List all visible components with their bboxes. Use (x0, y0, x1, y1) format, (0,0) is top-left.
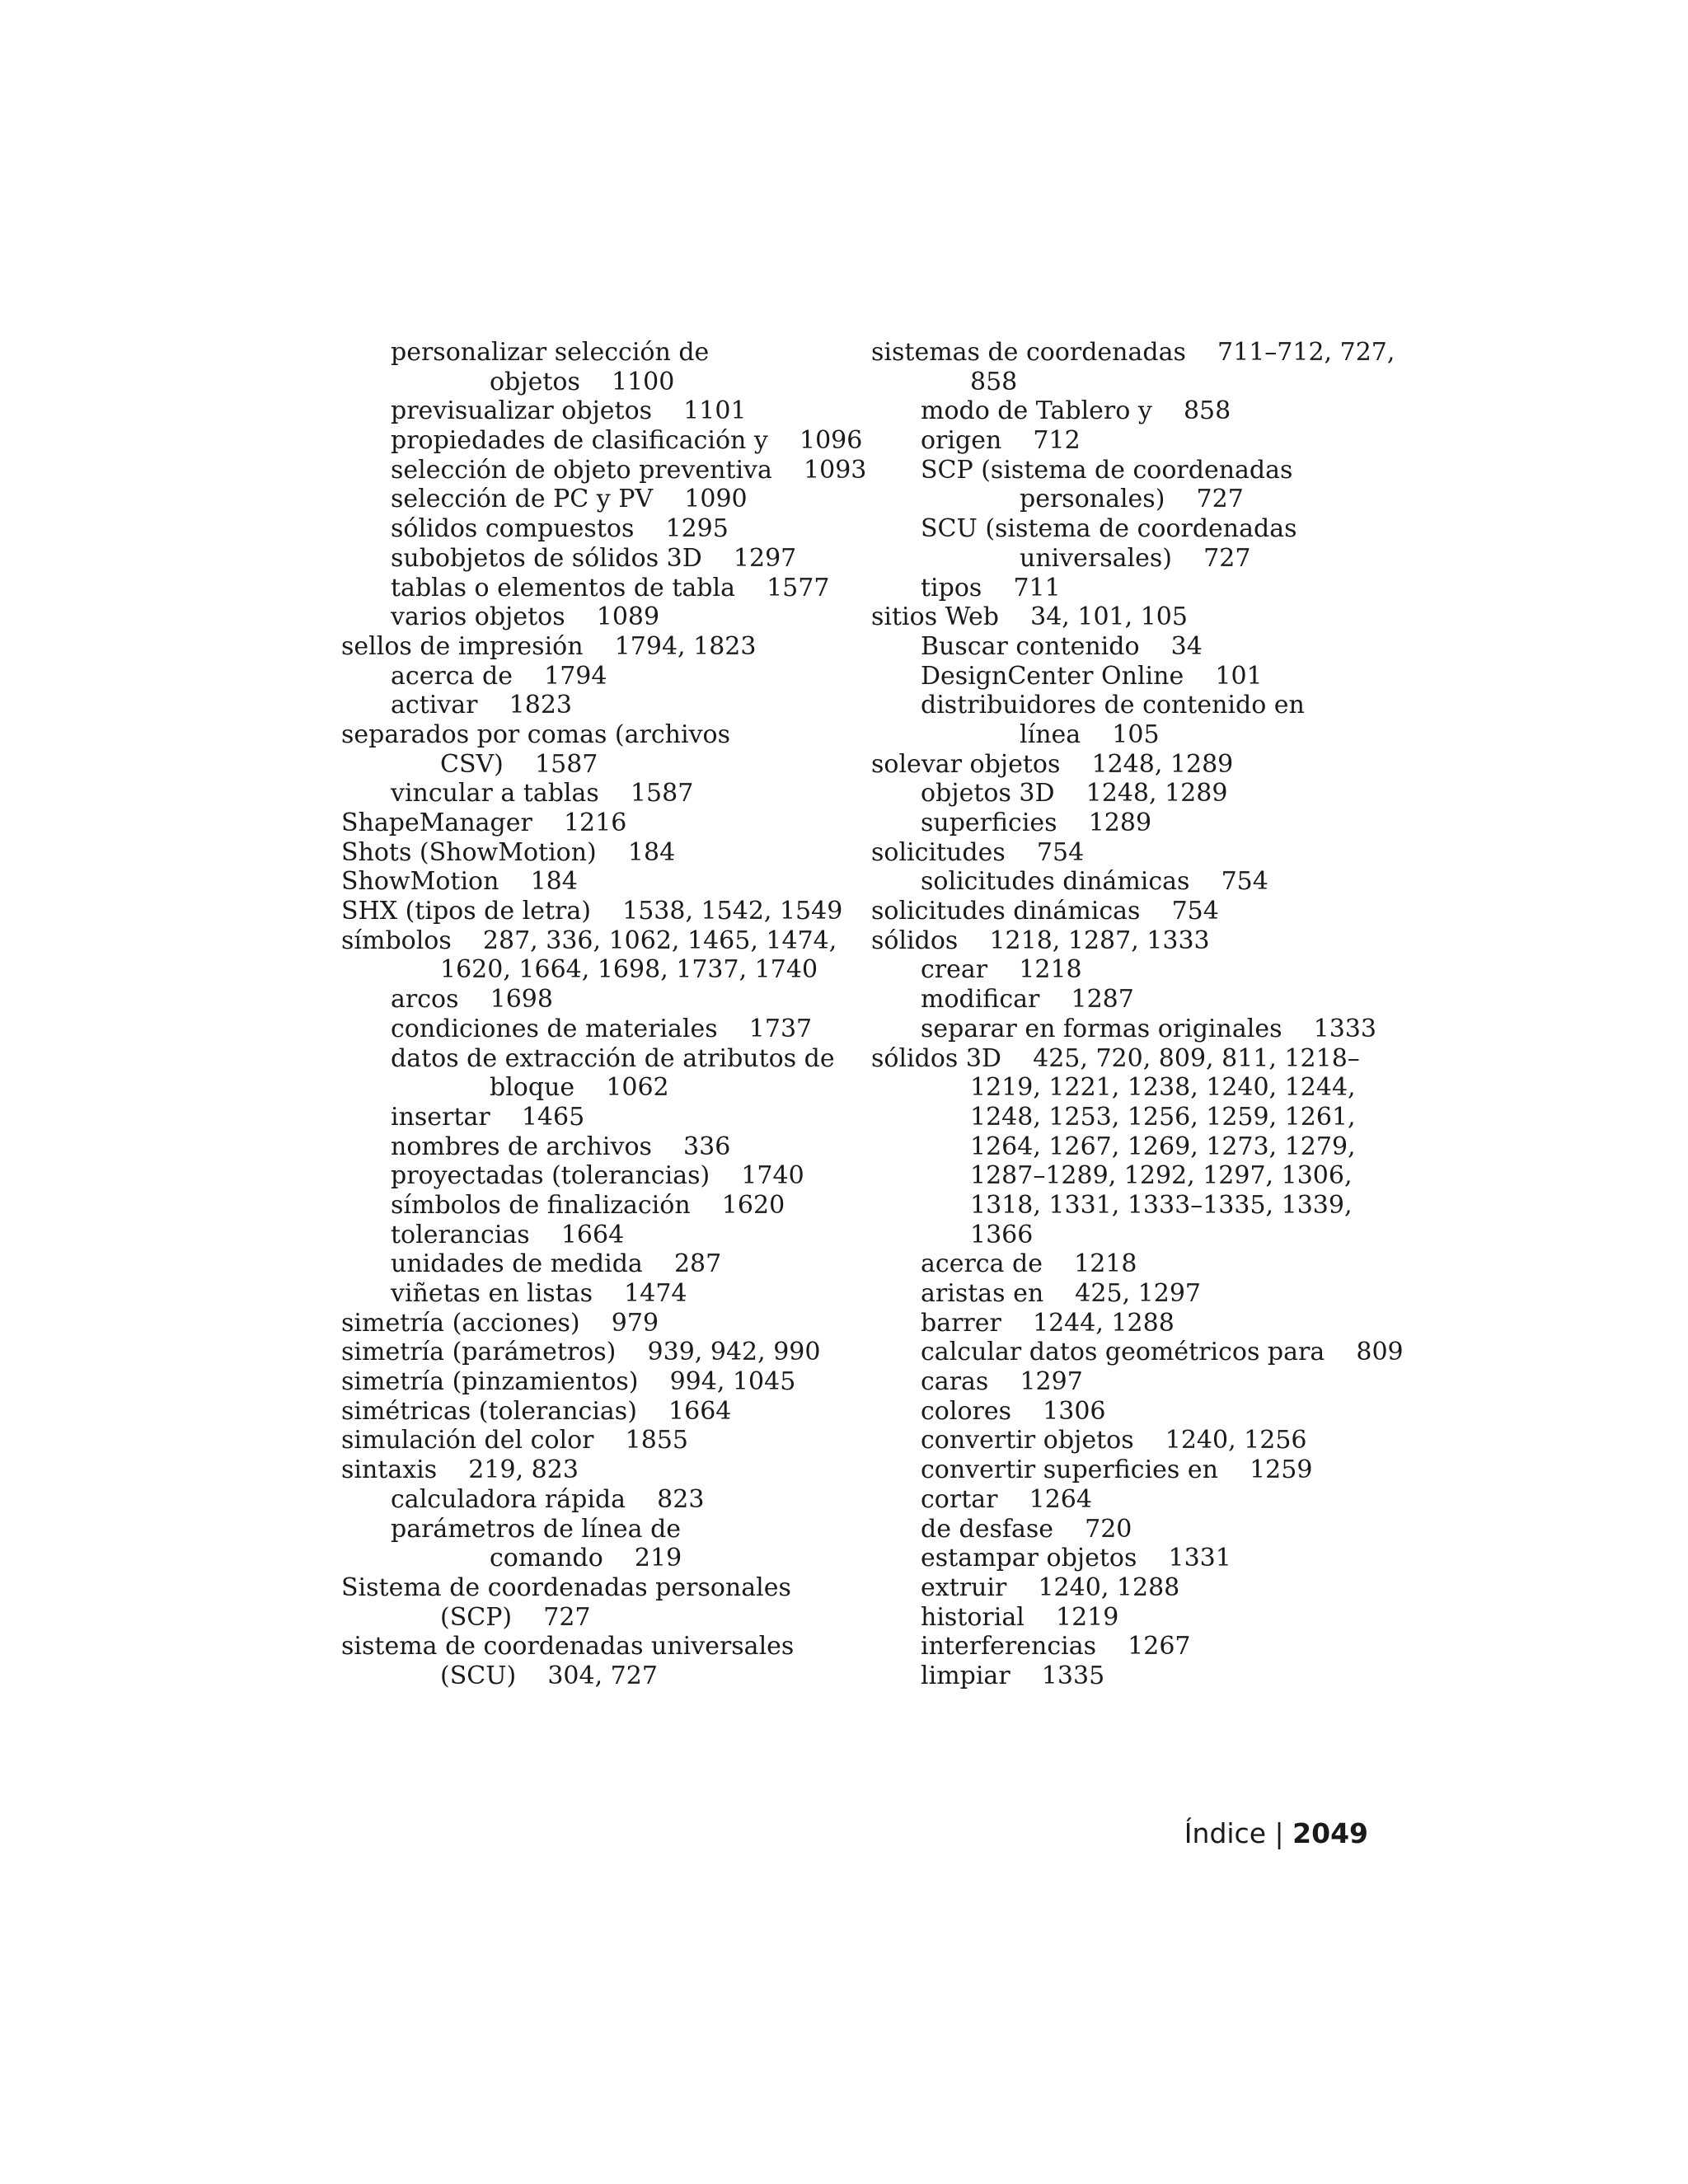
index-entry: separados por comas (archivos (341, 719, 730, 749)
index-entry: simetría (acciones) 979 (341, 1308, 659, 1338)
index-subentry: modo de Tablero y 858 (921, 396, 1231, 426)
index-entry-continuation: 1318, 1331, 1333–1335, 1339, (970, 1190, 1353, 1220)
index-subentry: parámetros de línea de (391, 1514, 682, 1544)
index-entry: simetría (parámetros) 939, 942, 990 (341, 1338, 821, 1367)
index-entry: Shots (ShowMotion) 184 (341, 837, 676, 867)
index-subentry: unidades de medida 287 (391, 1249, 722, 1279)
index-entry: sistemas de coordenadas 711–712, 727, (871, 338, 1395, 367)
index-subentry: activar 1823 (391, 691, 573, 720)
index-subentry: símbolos de finalización 1620 (391, 1190, 785, 1220)
index-entry: simétricas (tolerancias) 1664 (341, 1396, 732, 1426)
index-subentry: superficies 1289 (921, 808, 1152, 837)
index-entry-continuation: comando 219 (490, 1544, 682, 1573)
index-entry-continuation: 1219, 1221, 1238, 1240, 1244, (970, 1073, 1356, 1103)
index-entry: sintaxis 219, 823 (341, 1455, 579, 1485)
index-entry: Sistema de coordenadas personales (341, 1572, 791, 1602)
index-subentry: estampar objetos 1331 (921, 1544, 1231, 1573)
index-subentry: DesignCenter Online 101 (921, 661, 1263, 691)
index-entry: sólidos 3D 425, 720, 809, 811, 1218– (871, 1043, 1360, 1073)
index-entry-continuation: bloque 1062 (490, 1073, 669, 1103)
index-entry: simulación del color 1855 (341, 1426, 688, 1455)
index-subentry: modificar 1287 (921, 985, 1134, 1015)
index-entry-continuation: 858 (970, 367, 1018, 396)
index-entry-continuation: CSV) 1587 (440, 749, 598, 779)
index-subentry: crear 1218 (921, 955, 1082, 985)
index-entry: sellos de impresión 1794, 1823 (341, 631, 757, 661)
index-subentry: separar en formas originales 1333 (921, 1014, 1376, 1043)
index-subentry: tablas o elementos de tabla 1577 (391, 573, 830, 602)
index-subentry: tolerancias 1664 (391, 1220, 625, 1249)
index-subentry: nombres de archivos 336 (391, 1132, 731, 1161)
index-subentry: convertir objetos 1240, 1256 (921, 1426, 1307, 1455)
index-entry: símbolos 287, 336, 1062, 1465, 1474, (341, 926, 837, 955)
index-entry: solicitudes dinámicas 754 (871, 897, 1219, 926)
index-subentry: caras 1297 (921, 1367, 1083, 1397)
index-entry: sistema de coordenadas universales (341, 1632, 795, 1661)
index-entry-continuation: 1620, 1664, 1698, 1737, 1740 (440, 955, 818, 985)
index-entry: ShowMotion 184 (341, 867, 578, 897)
index-subentry: extruir 1240, 1288 (921, 1572, 1180, 1602)
index-subentry: cortar 1264 (921, 1484, 1092, 1514)
index-subentry: interferencias 1267 (921, 1632, 1191, 1661)
index-subentry: de desfase 720 (921, 1514, 1132, 1544)
index-entry-continuation: (SCU) 304, 727 (440, 1661, 658, 1690)
index-entry-continuation: objetos 1100 (490, 367, 675, 396)
index-entry: solevar objetos 1248, 1289 (871, 749, 1234, 779)
index-entry: solicitudes 754 (871, 837, 1085, 867)
index-entry: sólidos 1218, 1287, 1333 (871, 926, 1210, 955)
index-subentry: sólidos compuestos 1295 (391, 514, 729, 544)
index-subentry: calcular datos geométricos para 809 (921, 1338, 1404, 1367)
page-number: 2049 (1292, 1817, 1368, 1849)
index-subentry: vincular a tablas 1587 (391, 779, 694, 808)
index-subentry: aristas en 425, 1297 (921, 1279, 1201, 1308)
index-entry: ShapeManager 1216 (341, 808, 627, 837)
index-subentry: SCP (sistema de coordenadas (921, 455, 1293, 485)
index-subentry: insertar 1465 (391, 1102, 585, 1132)
index-column-right (871, 338, 1404, 1691)
index-subentry: arcos 1698 (391, 985, 553, 1015)
index-subentry: propiedades de clasificación y 1096 (391, 426, 863, 456)
index-subentry: proyectadas (tolerancias) 1740 (391, 1161, 804, 1191)
page-footer (1184, 1816, 1368, 1851)
index-entry: sitios Web 34, 101, 105 (871, 602, 1188, 632)
index-column-left (341, 338, 867, 1691)
index-entry-continuation: 1287–1289, 1292, 1297, 1306, (970, 1161, 1353, 1191)
index-subentry: colores 1306 (921, 1396, 1106, 1426)
index-subentry: selección de objeto preventiva 1093 (391, 455, 867, 485)
index-entry: simetría (pinzamientos) 994, 1045 (341, 1367, 796, 1397)
index-subentry: objetos 3D 1248, 1289 (921, 779, 1228, 808)
index-entry-continuation: 1366 (970, 1220, 1034, 1249)
index-subentry: acerca de 1794 (391, 661, 607, 691)
index-entry: SHX (tipos de letra) 1538, 1542, 1549 (341, 897, 843, 926)
index-subentry: personalizar selección de (391, 338, 710, 367)
index-subentry: subobjetos de sólidos 3D 1297 (391, 543, 797, 573)
index-subentry: varios objetos 1089 (391, 602, 660, 632)
footer-separator: | (1274, 1817, 1284, 1849)
index-subentry: origen 712 (921, 426, 1081, 456)
index-subentry: Buscar contenido 34 (921, 631, 1203, 661)
index-entry-continuation: personales) 727 (1020, 485, 1244, 514)
footer-section-label: Índice (1184, 1817, 1267, 1849)
index-subentry: tipos 711 (921, 573, 1061, 602)
index-subentry: datos de extracción de atributos de (391, 1043, 835, 1073)
index-subentry: SCU (sistema de coordenadas (921, 514, 1297, 544)
index-entry-continuation: (SCP) 727 (440, 1602, 591, 1632)
index-subentry: calculadora rápida 823 (391, 1484, 705, 1514)
index-subentry: condiciones de materiales 1737 (391, 1014, 813, 1043)
index-subentry: limpiar 1335 (921, 1661, 1105, 1690)
index-subentry: solicitudes dinámicas 754 (921, 867, 1268, 897)
index-entry-continuation: línea 105 (1020, 719, 1160, 749)
index-entry-continuation: universales) 727 (1020, 543, 1251, 573)
index-subentry: historial 1219 (921, 1602, 1119, 1632)
index-entry-continuation: 1264, 1267, 1269, 1273, 1279, (970, 1132, 1356, 1161)
index-subentry: distribuidores de contenido en (921, 691, 1305, 720)
index-subentry: convertir superficies en 1259 (921, 1455, 1313, 1485)
index-subentry: previsualizar objetos 1101 (391, 396, 747, 426)
index-subentry: acerca de 1218 (921, 1249, 1137, 1279)
index-entry-continuation: 1248, 1253, 1256, 1259, 1261, (970, 1102, 1356, 1132)
index-subentry: barrer 1244, 1288 (921, 1308, 1175, 1338)
index-subentry: selección de PC y PV 1090 (391, 485, 748, 514)
index-subentry: viñetas en listas 1474 (391, 1279, 687, 1308)
